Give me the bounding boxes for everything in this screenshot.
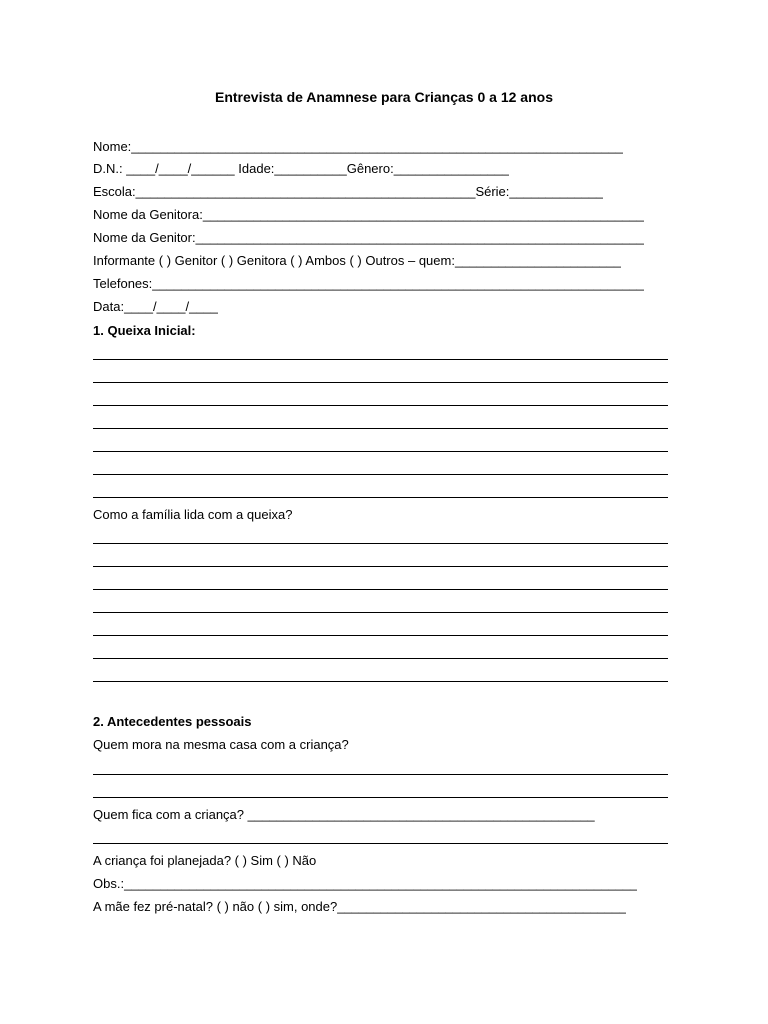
field-informante[interactable]: Informante ( ) Genitor ( ) Genitora ( ) Ambos ( ) Outros – quem:_______________________ <box>93 253 622 268</box>
question-prenatal[interactable]: A mãe fez pré-natal? ( ) não ( ) sim, onde?________________________________________ <box>93 899 627 914</box>
field-nome-genitor[interactable]: Nome da Genitor:______________________________________________________________ <box>93 230 644 245</box>
section-1-heading: 1. Queixa Inicial: <box>93 323 196 338</box>
answer-line[interactable] <box>93 635 668 636</box>
question-familia-queixa: Como a família lida com a queixa? <box>93 507 293 522</box>
answer-line[interactable] <box>93 589 668 590</box>
question-mora: Quem mora na mesma casa com a criança? <box>93 737 349 752</box>
answer-line[interactable] <box>93 774 668 775</box>
answer-line[interactable] <box>93 658 668 659</box>
document-title: Entrevista de Anamnese para Crianças 0 a 12 anos <box>215 89 553 105</box>
field-nome[interactable]: Nome:____________________________________________________________________ <box>93 139 623 154</box>
answer-line[interactable] <box>93 681 668 682</box>
answer-line[interactable] <box>93 497 668 498</box>
answer-line[interactable] <box>93 428 668 429</box>
section-2-heading: 2. Antecedentes pessoais <box>93 714 252 729</box>
answer-line[interactable] <box>93 843 668 844</box>
field-dn-idade-genero[interactable]: D.N.: ____/____/______ Idade:__________Gênero:________________ <box>93 161 510 176</box>
answer-line[interactable] <box>93 543 668 544</box>
answer-line[interactable] <box>93 359 668 360</box>
answer-line[interactable] <box>93 451 668 452</box>
question-fica[interactable]: Quem fica com a criança? ________________________________________________ <box>93 807 595 822</box>
answer-line[interactable] <box>93 405 668 406</box>
question-planejada[interactable]: A criança foi planejada? ( ) Sim ( ) Não <box>93 853 317 868</box>
answer-line[interactable] <box>93 566 668 567</box>
answer-line[interactable] <box>93 474 668 475</box>
field-obs[interactable]: Obs.:_______________________________________________________________________ <box>93 876 638 891</box>
answer-line[interactable] <box>93 612 668 613</box>
field-nome-genitora[interactable]: Nome da Genitora:_____________________________________________________________ <box>93 207 644 222</box>
field-data[interactable]: Data:____/____/____ <box>93 299 219 314</box>
answer-line[interactable] <box>93 797 668 798</box>
field-escola-serie[interactable]: Escola:_______________________________________________Série:_____________ <box>93 184 604 199</box>
answer-line[interactable] <box>93 382 668 383</box>
field-telefones[interactable]: Telefones:____________________________________________________________________ <box>93 276 644 291</box>
